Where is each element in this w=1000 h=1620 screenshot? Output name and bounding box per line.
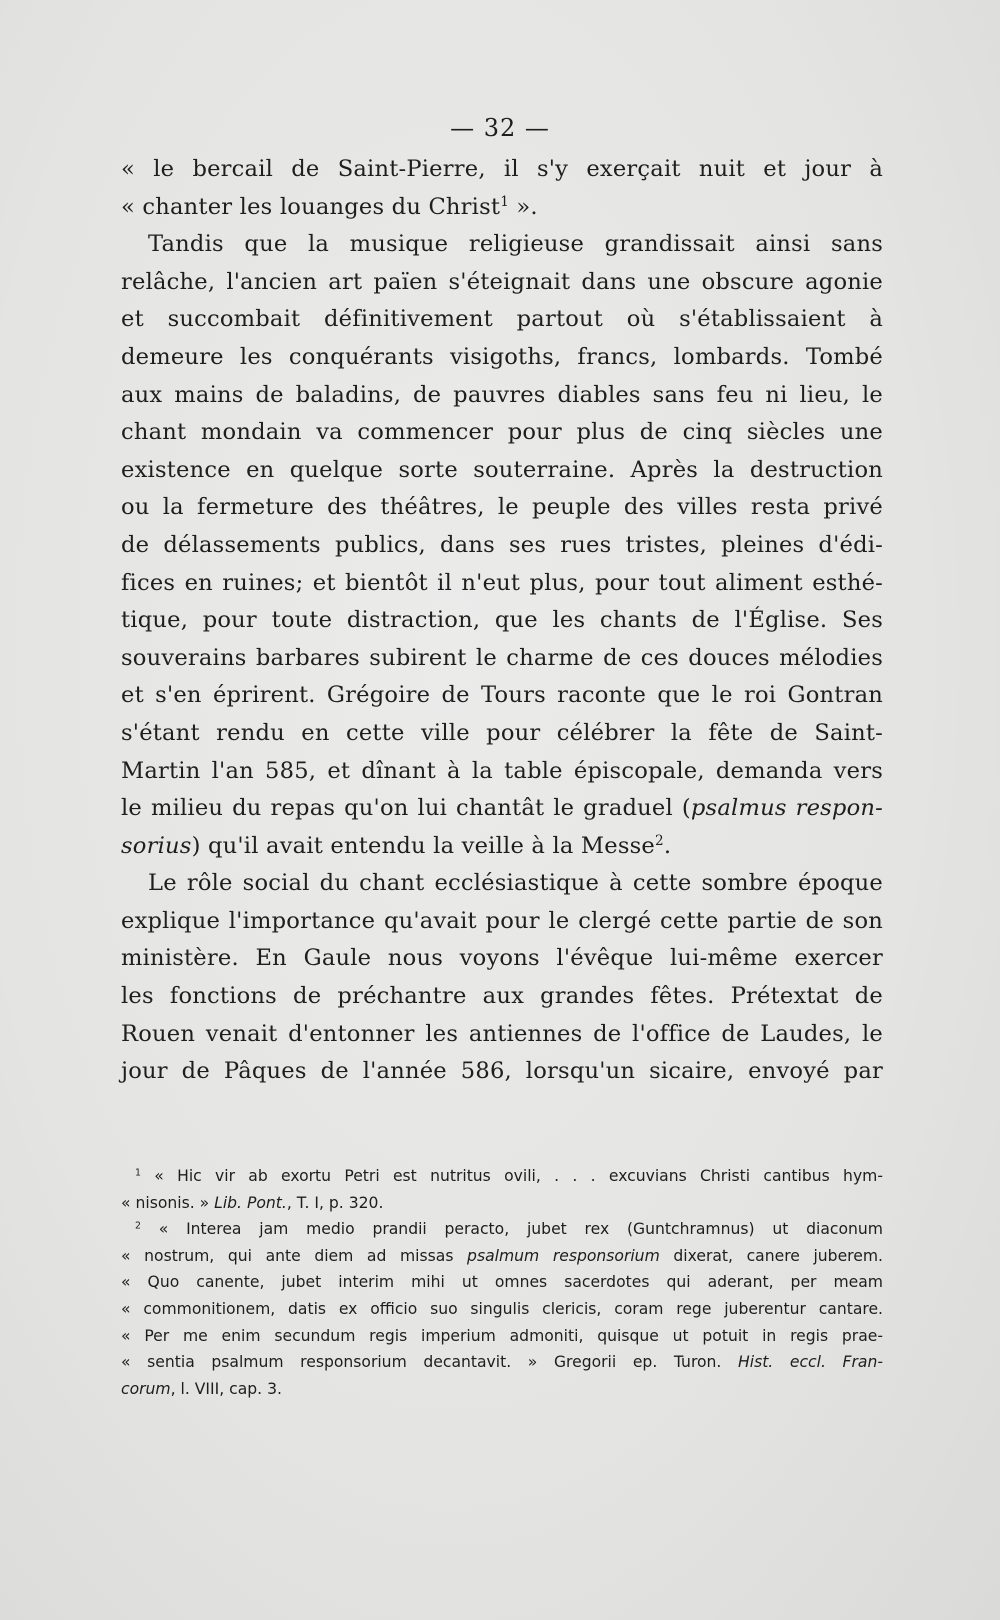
body-line (121, 151, 883, 189)
text-run: jour de Pâques de l'année 586, lorsqu'un sicaire, envoyé par (121, 1058, 883, 1085)
body-line (121, 226, 883, 264)
body-line (121, 189, 883, 227)
text-run: « chanter les louanges du Christ (121, 193, 501, 220)
page-number: — 32 — (450, 114, 550, 142)
body-line (121, 527, 883, 565)
footnote-line (121, 1190, 883, 1217)
text-run: « sentia psalmum responsorium decantavit. » Gregorii ep. Turon. (121, 1353, 739, 1372)
body-line (121, 414, 883, 452)
text-run: Rouen venait d'entonner les antiennes de l'office de Laudes, le (121, 1020, 883, 1047)
text-run: ) qu'il avait entendu la veille à la Messe (191, 832, 655, 859)
text-run: Tandis que la musique religieuse grandissait ainsi sans (148, 231, 883, 258)
text-run: le milieu du repas qu'on lui chantât le graduel ( (121, 795, 691, 822)
text-run: « Quo canente, jubet interim mihi ut omnes sacerdotes qui aderant, per meam (121, 1273, 883, 1292)
body-line (121, 1016, 883, 1054)
footnote-line (121, 1216, 883, 1243)
body-line (121, 452, 883, 490)
text-run: ». (509, 193, 538, 220)
text-run: souverains barbares subirent le charme de ces douces mélodies (121, 644, 883, 671)
italic-text: psalmum responsorium (467, 1246, 660, 1265)
body-line (121, 715, 883, 753)
text-run: « le bercail de Saint-Pierre, il s'y exerçait nuit et jour à (121, 156, 883, 182)
text-run: « nisonis. » (121, 1193, 215, 1212)
body-line (121, 377, 883, 415)
text-run: « commonitionem, datis ex officio suo singulis clericis, coram rege juberentur cantare. (121, 1299, 883, 1318)
note-marker: 1 (500, 193, 510, 210)
text-run: et s'en éprirent. Grégoire de Tours raconte que le roi Gontran (121, 682, 883, 709)
text-run: « Per me enim secundum regis imperium admoniti, quisque ut potuit in regis prae- (121, 1326, 883, 1345)
text-run: Le rôle social du chant ecclésiastique à cette sombre époque (148, 870, 883, 897)
footnote-line (121, 1269, 883, 1296)
body-line (121, 602, 883, 640)
body-line (121, 903, 883, 941)
text-run: Martin l'an 585, et dînant à la table épiscopale, demanda vers (121, 757, 883, 784)
text-run: tique, pour toute distraction, que les chants de l'Église. Ses (121, 607, 883, 634)
text-run: « nostrum, qui ante diem ad missas (121, 1246, 468, 1265)
text-run: fices en ruines; et bientôt il n'eut plus, pour tout aliment esthé- (121, 569, 883, 596)
text-run: , T. I, p. 320. (286, 1193, 384, 1212)
text-run: « Hic vir ab exortu Petri est nutritus ovili, . . . excuvians Christi cantibus hym- (140, 1167, 883, 1185)
footnote-line (121, 1296, 883, 1323)
text-run: , l. VIII, cap. 3. (170, 1379, 282, 1398)
body-line (121, 640, 883, 678)
footnote-line (121, 1376, 883, 1403)
italic-text: Lib. Pont. (214, 1193, 287, 1212)
body-line (121, 677, 883, 715)
text-run: aux mains de baladins, de pauvres diables sans feu ni lieu, le (121, 381, 883, 408)
text-run: explique l'importance qu'avait pour le clergé cette partie de son (121, 907, 883, 934)
italic-text: sorius (121, 832, 192, 859)
text-run: relâche, l'ancien art païen s'éteignait dans une obscure agonie (121, 268, 883, 295)
text-run: ministère. En Gaule nous voyons l'évêque lui-même exercer (121, 945, 883, 972)
note-marker: 2 (135, 1220, 141, 1232)
body-line (121, 339, 883, 377)
body-line (121, 790, 883, 828)
body-line (121, 489, 883, 527)
footnote-line (121, 1243, 883, 1270)
text-run: et succombait définitivement partout où s'établissaient à (121, 306, 883, 333)
body-line (121, 940, 883, 978)
footnote-line (121, 1349, 883, 1376)
text-run: « Interea jam medio prandii peracto, jubet rex (Guntchramnus) ut diaconum (140, 1220, 883, 1239)
text-run: chant mondain va commencer pour plus de cinq siècles une (121, 419, 883, 446)
text-run: demeure les conquérants visigoths, francs, lombards. Tombé (121, 343, 883, 370)
note-marker: 1 (135, 1167, 141, 1179)
body-line (121, 1053, 883, 1091)
text-run: s'étant rendu en cette ville pour célébrer la fête de Saint- (121, 719, 883, 746)
body-line (121, 865, 883, 903)
footnotes (121, 1163, 883, 1402)
body-line (121, 978, 883, 1016)
body-line (121, 264, 883, 302)
body-line (121, 753, 883, 791)
text-run: les fonctions de préchantre aux grandes fêtes. Prétextat de (121, 983, 883, 1010)
text-run: . (663, 832, 672, 859)
italic-text: corum (121, 1379, 171, 1398)
text-run: ou la fermeture des théâtres, le peuple des villes resta privé (121, 494, 883, 521)
body-line (121, 301, 883, 339)
italic-text: psalmus respon- (690, 795, 883, 822)
footnote-line (121, 1323, 883, 1350)
body-text (121, 151, 883, 1091)
body-line (121, 565, 883, 603)
text-run: existence en quelque sorte souterraine. Après la destruction (121, 456, 883, 483)
text-run: de délassements publics, dans ses rues tristes, pleines d'édi- (121, 531, 883, 558)
note-marker: 2 (655, 832, 664, 849)
body-line (121, 828, 883, 866)
footnote-line (121, 1163, 883, 1190)
text-run: dixerat, canere juberem. (659, 1246, 883, 1265)
italic-text: Hist. eccl. Fran- (738, 1353, 883, 1372)
